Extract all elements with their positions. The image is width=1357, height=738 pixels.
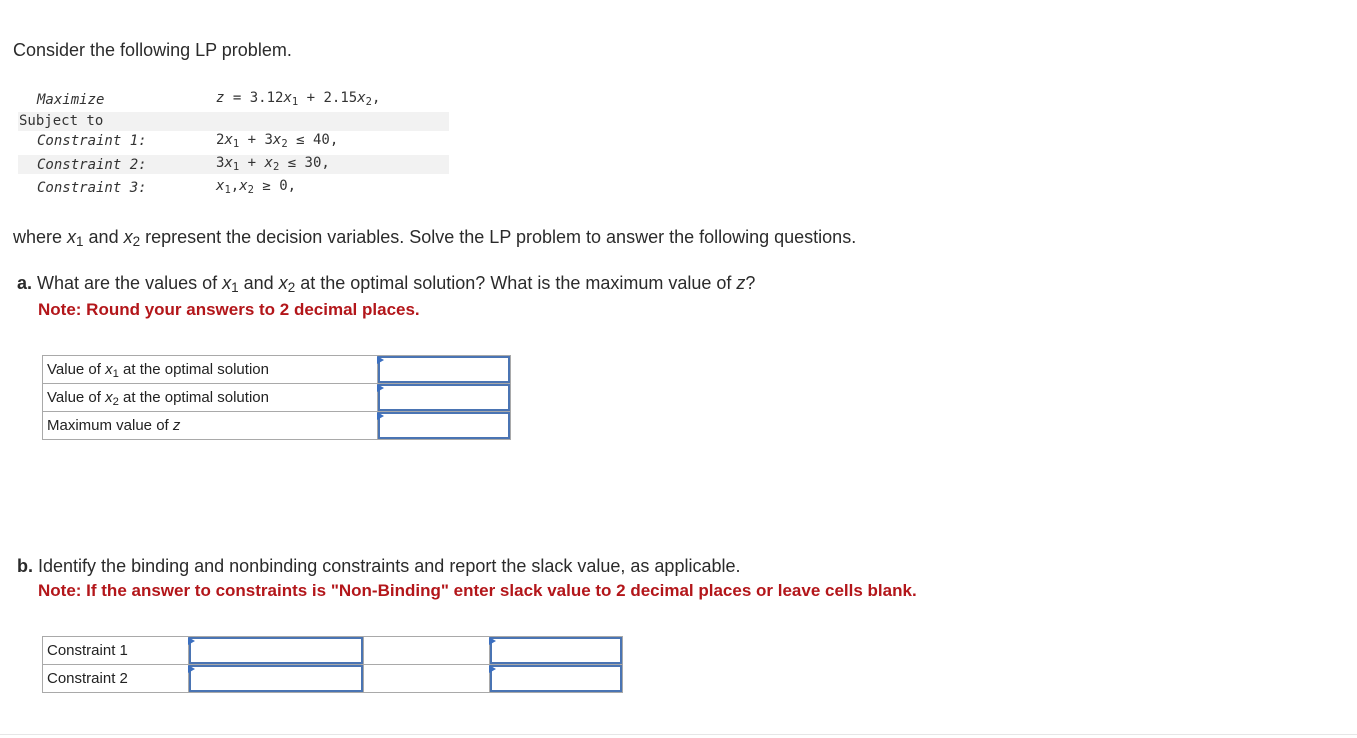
flag-icon [377,412,384,420]
flag-icon [188,665,195,673]
row-label-x2: Value of $x_2$ at the optimal solution [43,384,378,412]
bottom-divider [0,734,1357,735]
constraint-1-slack-input[interactable] [490,637,623,665]
lp-row-constraint-3 [18,178,449,197]
flag-icon [188,637,195,645]
part-a-question: a. What are the values of $x_1$ and $x_2$ at the optimal solution? What is the maximum value of z? [17,273,756,295]
subject-to-label: Subject to [19,113,104,129]
part-a-letter: a. [17,273,33,293]
answer-box[interactable] [189,665,363,692]
intro-text: Consider the following LP problem. [13,40,292,60]
x2-answer-input[interactable] [378,384,511,412]
part-b-table [42,636,623,693]
answer-box[interactable] [490,637,622,664]
part-a-table [42,355,511,440]
constraint-1-slack-label [364,637,490,665]
part-b-letter: b. [17,556,33,576]
answer-box[interactable] [189,637,363,664]
row-label-x1: Value of $x_1$ at the optimal solution [43,356,378,384]
flag-icon [377,384,384,392]
part-a-note: Note: Round your answers to 2 decimal places. [38,300,420,319]
max-z-answer-input[interactable] [378,412,511,440]
constraint-2-binding-select[interactable] [189,665,364,693]
constraint-3-label: Constraint 3: [37,180,147,196]
table-row [43,637,623,665]
answer-box[interactable] [378,412,510,439]
part-b-note: Note: If the answer to constraints is "Non-Binding" enter slack value to 2 decimal places or leave cells blank. [38,581,917,600]
constraint-2-row-label: Constraint 2 [43,665,189,693]
constraint-1-binding-select[interactable] [189,637,364,665]
answer-box[interactable] [490,665,622,692]
objective-function: $z = 3.12x_1 + 2.15x_2$, [216,90,381,108]
flag-icon [489,665,496,673]
answer-box[interactable] [378,356,510,383]
constraint-1-label: Constraint 1: [37,133,147,149]
part-b-question-text: Identify the binding and nonbinding constraints and report the slack value, as applicable. [38,556,741,576]
where-text: where $x_1$ and $x_2$ represent the decision variables. Solve the LP problem to answer the following questions. [13,227,857,249]
x1-answer-input[interactable] [378,356,511,384]
lp-row-constraint-2 [18,155,449,174]
table-row [43,412,511,440]
row-label-max-z: Maximum value of z [43,412,378,440]
part-b-question [17,556,740,577]
constraint-1-expression: $2x_1 + 3x_2 \le 40$, [216,132,339,150]
table-row [43,384,511,412]
constraint-2-slack-label [364,665,490,693]
lp-row-objective [18,90,449,109]
flag-icon [489,637,496,645]
constraint-1-row-label: Constraint 1 [43,637,189,665]
table-row [43,665,623,693]
constraint-2-slack-input[interactable] [490,665,623,693]
constraint-2-expression: $3x_1 + x_2 \le 30$, [216,155,330,173]
constraint-3-expression: $x_1,x_2 \ge 0$, [216,178,297,196]
lp-row-constraint-1 [18,132,449,151]
table-row [43,356,511,384]
flag-icon [377,356,384,364]
maximize-label: Maximize [37,92,105,108]
lp-row-subject-to [18,112,449,131]
answer-box[interactable] [378,384,510,411]
constraint-2-label: Constraint 2: [37,157,147,173]
